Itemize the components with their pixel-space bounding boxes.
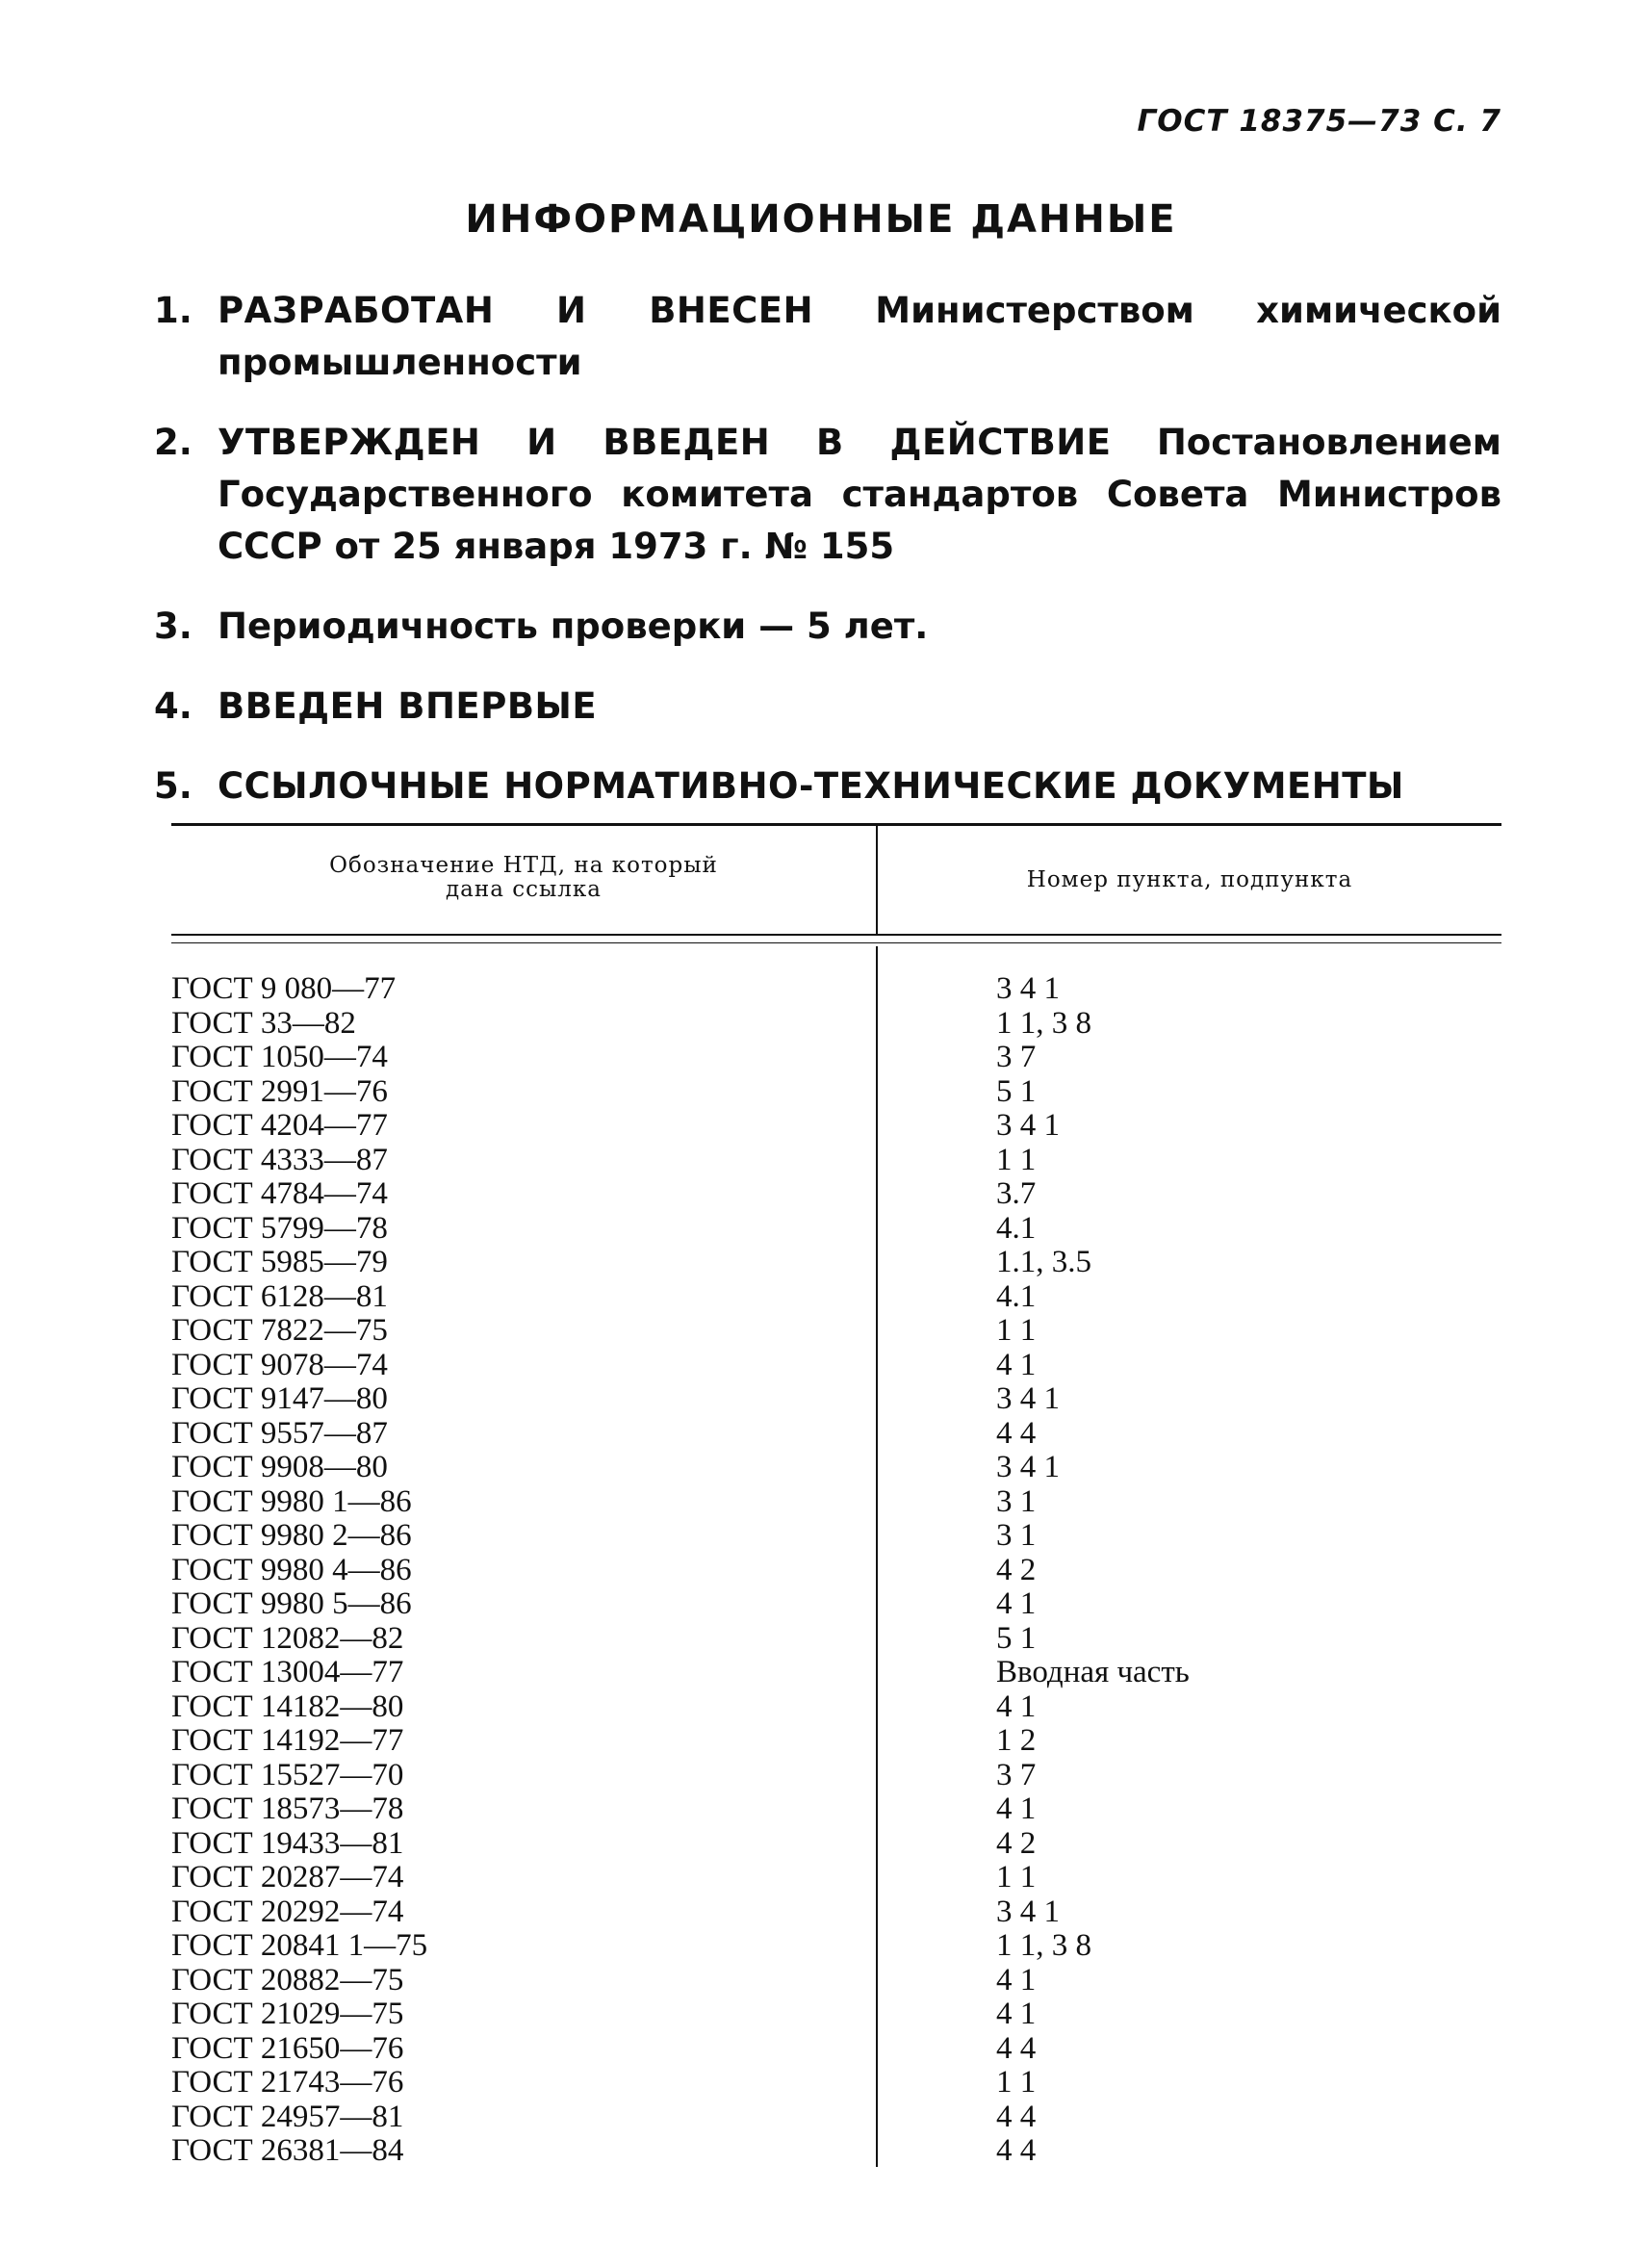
- document-designation: ГОСТ 21650—76: [171, 2030, 404, 2066]
- item-number: 4.: [154, 685, 192, 727]
- column-header-line: Обозначение НТД, на который: [329, 853, 718, 878]
- table-row: [171, 1964, 1501, 1998]
- clause-number: 1 1, 3 8: [996, 1005, 1091, 1041]
- table-row: [171, 1861, 1501, 1895]
- document-designation: ГОСТ 4204—77: [171, 1108, 388, 1143]
- item-lead: ВВЕДЕН ВПЕРВЫЕ: [218, 685, 598, 727]
- clause-number: 3.7: [996, 1176, 1037, 1211]
- clause-number: 4 4: [996, 2030, 1037, 2066]
- item-lead: РАЗРАБОТАН И ВНЕСЕН: [218, 290, 814, 331]
- table-body: [171, 972, 1501, 2169]
- table-top-rule: [171, 823, 1501, 826]
- document-designation: ГОСТ 20292—74: [171, 1894, 404, 1929]
- clause-number: 4 2: [996, 1825, 1037, 1861]
- table-row: [171, 1759, 1501, 1793]
- document-designation: ГОСТ 9980 2—86: [171, 1518, 412, 1553]
- table-row: [171, 2066, 1501, 2100]
- info-items-list: [154, 285, 1501, 840]
- document-designation: ГОСТ 24957—81: [171, 2099, 404, 2134]
- column-header-document: [171, 854, 876, 902]
- document-designation: ГОСТ 20882—75: [171, 1962, 404, 1997]
- document-designation: ГОСТ 18573—78: [171, 1791, 404, 1826]
- document-designation: ГОСТ 14192—77: [171, 1723, 404, 1758]
- table-row: [171, 972, 1501, 1007]
- clause-number: 4 1: [996, 1962, 1037, 1997]
- document-designation: ГОСТ 33—82: [171, 1005, 356, 1041]
- table-row: [171, 1554, 1501, 1588]
- table-row: [171, 1041, 1501, 1075]
- clause-number: 1 1: [996, 2065, 1037, 2100]
- document-designation: ГОСТ 13004—77: [171, 1655, 404, 1689]
- table-row: [171, 1075, 1501, 1110]
- clause-number: 3 7: [996, 1040, 1037, 1074]
- table-row: [171, 1792, 1501, 1827]
- document-designation: ГОСТ 7822—75: [171, 1313, 388, 1348]
- clause-number: 1 1: [996, 1142, 1037, 1177]
- clause-number: 3 1: [996, 1518, 1037, 1553]
- table-row: [171, 1382, 1501, 1417]
- clause-number: 4.1: [996, 1278, 1037, 1314]
- table-row: [171, 1724, 1501, 1759]
- document-designation: ГОСТ 9147—80: [171, 1381, 388, 1416]
- document-designation: ГОСТ 20841 1—75: [171, 1928, 428, 1963]
- clause-number: 3 7: [996, 1757, 1037, 1792]
- clause-number: 4 1: [996, 1347, 1037, 1382]
- clause-number: 4 1: [996, 1997, 1037, 2031]
- item-number: 3.: [154, 606, 192, 647]
- table-row: [171, 1485, 1501, 1520]
- table-row: [171, 1519, 1501, 1554]
- document-designation: ГОСТ 9980 4—86: [171, 1552, 412, 1587]
- clause-number: 3 4 1: [996, 1381, 1060, 1416]
- page-reference: ГОСТ 18375—73 С. 7: [1137, 104, 1501, 139]
- clause-number: 4 4: [996, 1415, 1037, 1451]
- item-text: Министерством химической промышленности: [218, 290, 1501, 383]
- table-row: [171, 1827, 1501, 1862]
- table-row: [171, 2100, 1501, 2135]
- document-designation: ГОСТ 21029—75: [171, 1997, 404, 2031]
- table-header-rule-secondary: [171, 942, 1501, 943]
- clause-number: 4 4: [996, 2099, 1037, 2134]
- table-row: [171, 1690, 1501, 1725]
- clause-number: 1 1, 3 8: [996, 1928, 1091, 1963]
- clause-number: 3 4 1: [996, 1108, 1060, 1143]
- table-row: [171, 1246, 1501, 1280]
- document-designation: ГОСТ 5985—79: [171, 1245, 388, 1279]
- item-text: Постановлением Государственного комитета стандартов Совета Министров СССР от 25 января 1973 г. № 155: [218, 422, 1501, 567]
- table-row: [171, 1929, 1501, 1964]
- reference-documents-table: [171, 823, 1501, 2171]
- document-designation: ГОСТ 12082—82: [171, 1620, 404, 1656]
- document-designation: ГОСТ 1050—74: [171, 1040, 388, 1074]
- clause-number: 3 4 1: [996, 1450, 1060, 1484]
- table-row: [171, 1895, 1501, 1930]
- column-header-line: дана ссылка: [446, 877, 602, 902]
- table-row: [171, 1997, 1501, 2032]
- document-designation: ГОСТ 21743—76: [171, 2065, 404, 2100]
- info-item-reference-docs: [154, 760, 1501, 812]
- table-row: [171, 1587, 1501, 1622]
- column-header-clause: Номер пункта, подпункта: [1026, 867, 1353, 892]
- clause-number: 4 1: [996, 1791, 1037, 1826]
- table-row: [171, 1280, 1501, 1315]
- document-designation: ГОСТ 9 080—77: [171, 971, 397, 1006]
- table-row: [171, 1417, 1501, 1452]
- table-row: [171, 2134, 1501, 2169]
- table-row: [171, 1144, 1501, 1178]
- document-designation: ГОСТ 9557—87: [171, 1415, 388, 1451]
- table-row: [171, 1007, 1501, 1042]
- clause-number: 1 2: [996, 1723, 1037, 1758]
- table-row: [171, 1451, 1501, 1485]
- document-designation: ГОСТ 19433—81: [171, 1825, 404, 1861]
- table-row: [171, 1109, 1501, 1144]
- document-designation: ГОСТ 14182—80: [171, 1688, 404, 1724]
- document-designation: ГОСТ 2991—76: [171, 1073, 388, 1109]
- table-row: [171, 1314, 1501, 1349]
- document-designation: ГОСТ 4333—87: [171, 1142, 388, 1177]
- document-designation: ГОСТ 9078—74: [171, 1347, 388, 1382]
- document-designation: ГОСТ 9908—80: [171, 1450, 388, 1484]
- document-designation: ГОСТ 26381—84: [171, 2133, 404, 2168]
- clause-number: 1 1: [996, 1860, 1037, 1894]
- clause-number: 1.1, 3.5: [996, 1245, 1091, 1279]
- clause-number: 3 4 1: [996, 971, 1060, 1006]
- info-item-developed: [154, 285, 1501, 389]
- table-row: [171, 1212, 1501, 1247]
- clause-number: Вводная часть: [996, 1655, 1190, 1689]
- document-designation: ГОСТ 4784—74: [171, 1176, 388, 1211]
- info-item-first-introduced: [154, 681, 1501, 733]
- clause-number: 4 4: [996, 2133, 1037, 2168]
- item-number: 1.: [154, 290, 192, 331]
- table-row: [171, 1349, 1501, 1383]
- clause-number: 5 1: [996, 1073, 1037, 1109]
- clause-number: 4 2: [996, 1552, 1037, 1587]
- clause-number: 3 1: [996, 1483, 1037, 1519]
- page-title: ИНФОРМАЦИОННЫЕ ДАННЫЕ: [465, 197, 1177, 242]
- item-number: 2.: [154, 422, 192, 463]
- item-number: 5.: [154, 765, 192, 807]
- clause-number: 4 1: [996, 1688, 1037, 1724]
- document-designation: ГОСТ 9980 5—86: [171, 1586, 412, 1621]
- document-designation: ГОСТ 15527—70: [171, 1757, 404, 1792]
- info-item-approved: [154, 417, 1501, 573]
- table-header-rule: [171, 934, 1501, 936]
- document-designation: ГОСТ 6128—81: [171, 1278, 388, 1314]
- document-designation: ГОСТ 20287—74: [171, 1860, 404, 1894]
- item-text: Периодичность проверки — 5 лет.: [218, 606, 929, 647]
- document-designation: ГОСТ 9980 1—86: [171, 1483, 412, 1519]
- table-row: [171, 1622, 1501, 1657]
- info-item-review-period: [154, 601, 1501, 653]
- item-lead: ССЫЛОЧНЫЕ НОРМАТИВНО-ТЕХНИЧЕСКИЕ ДОКУМЕНТЫ: [218, 765, 1404, 807]
- item-lead: УТВЕРЖДЕН И ВВЕДЕН В ДЕЙСТВИЕ: [218, 422, 1112, 463]
- clause-number: 3 4 1: [996, 1894, 1060, 1929]
- clause-number: 1 1: [996, 1313, 1037, 1348]
- table-row: [171, 2032, 1501, 2067]
- table-row: [171, 1656, 1501, 1690]
- clause-number: 4 1: [996, 1586, 1037, 1621]
- table-row: [171, 1177, 1501, 1212]
- clause-number: 5 1: [996, 1620, 1037, 1656]
- clause-number: 4.1: [996, 1210, 1037, 1246]
- document-designation: ГОСТ 5799—78: [171, 1210, 388, 1246]
